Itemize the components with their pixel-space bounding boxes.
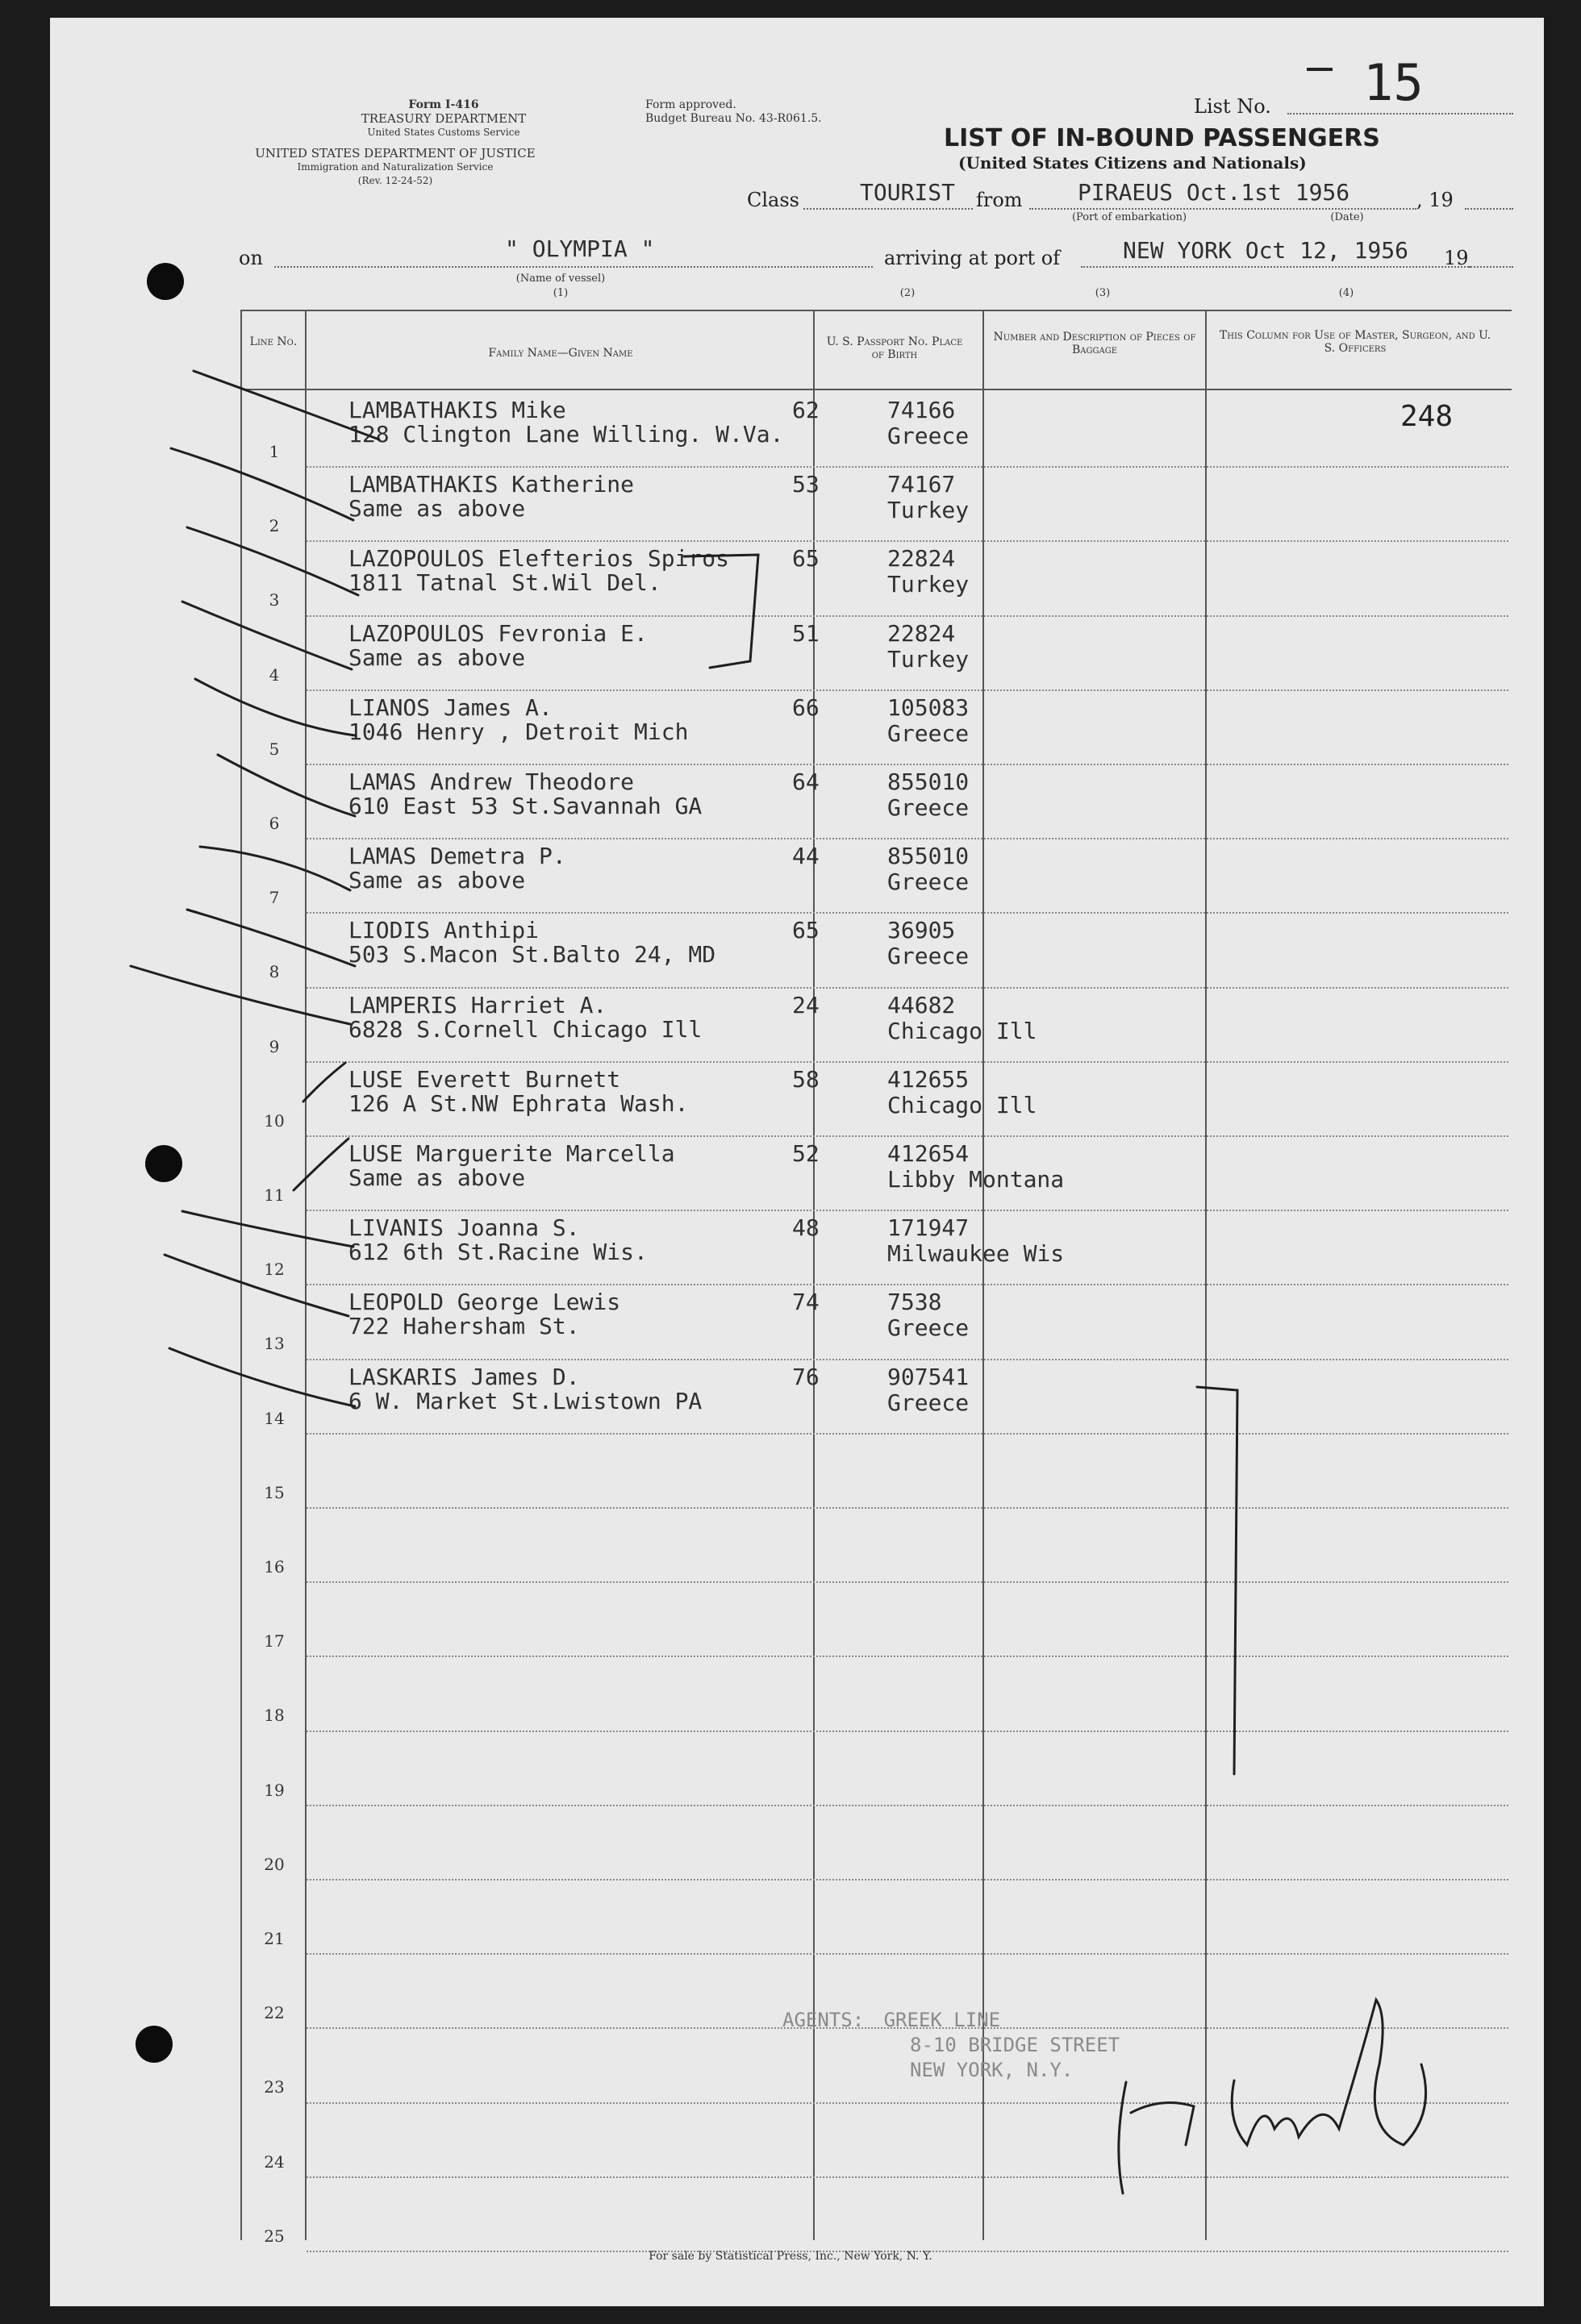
class-label: Class — [747, 189, 799, 211]
agents-line-2: 8-10 BRIDGE STREET — [910, 2034, 1120, 2056]
line-number: 13 — [264, 1334, 285, 1354]
passenger-age: 53 — [792, 471, 820, 498]
place-of-birth: Turkey — [887, 645, 970, 673]
line-number: 24 — [264, 2151, 285, 2172]
document-title: LIST OF IN-BOUND PASSENGERS — [944, 124, 1380, 152]
passenger-address: 126 A St.NW Ephrata Wash. — [348, 1089, 689, 1117]
line-number: 1 — [269, 442, 280, 461]
passenger-name: LAMBATHAKIS Katherine — [348, 471, 635, 498]
check-stroke-4 — [182, 602, 352, 669]
class-value: TOURIST — [860, 179, 956, 206]
revision: (Rev. 12-24-52) — [357, 175, 433, 186]
vessel-name: " OLYMPIA " — [505, 235, 655, 262]
port-of-embarkation-caption: (Port of embarkation) — [1071, 211, 1187, 223]
check-stroke-3 — [187, 527, 358, 595]
list-number: 15 — [1363, 53, 1424, 112]
passport-number: 44682 — [887, 991, 956, 1018]
arriving-label: arriving at port of — [884, 247, 1061, 269]
from-value: PIRAEUS Oct.1st 1956 — [1078, 179, 1350, 206]
col-header-baggage: Number and Description of Pieces of Baggage — [993, 331, 1196, 356]
line-number: 20 — [264, 1854, 285, 1874]
passenger-address: 503 S.Macon St.Balto 24, MD — [348, 941, 716, 968]
line-number: 25 — [264, 2226, 285, 2246]
passport-number: 22824 — [887, 545, 956, 573]
line-number: 8 — [269, 962, 280, 982]
line-number: 17 — [264, 1631, 285, 1651]
vessel-caption: (Name of vessel) — [515, 273, 606, 285]
passenger-address: 612 6th St.Racine Wis. — [348, 1239, 648, 1266]
passenger-address: 1046 Henry , Detroit Mich — [348, 718, 689, 745]
from-label: from — [976, 189, 1023, 211]
place-of-birth: Greece — [887, 794, 970, 821]
passenger-address: 6828 S.Cornell Chicago Ill — [348, 1015, 703, 1043]
place-of-birth: Chicago Ill — [887, 1017, 1037, 1044]
line-number: 9 — [269, 1036, 280, 1056]
passenger-name: LASKARIS James D. — [348, 1363, 580, 1390]
list-no-label: List No. — [1194, 95, 1271, 118]
passenger-address: 128 Clington Lane Willing. W.Va. — [348, 421, 784, 448]
line-number: 11 — [264, 1185, 285, 1205]
line-number: 5 — [269, 739, 280, 759]
passenger-name: LAMAS Andrew Theodore — [348, 768, 635, 795]
check-stroke-6 — [218, 755, 355, 816]
passport-number: 105083 — [887, 693, 970, 721]
passenger-age: 65 — [792, 545, 820, 573]
passenger-age: 48 — [792, 1214, 820, 1242]
line-number: 2 — [269, 516, 280, 536]
printer-footer: For sale by Statistical Press, Inc., New York, N. Y. — [649, 2250, 932, 2263]
passenger-address: Same as above — [348, 1164, 526, 1191]
col-header-passport: U. S. Passport No. Place of Birth — [826, 335, 963, 361]
caption-2: (2) — [899, 287, 916, 299]
line-number: 16 — [264, 1557, 285, 1576]
passenger-name: LEOPOLD George Lewis — [348, 1289, 621, 1316]
passenger-name: LAZOPOULOS Fevronia E. — [348, 619, 648, 647]
passenger-name: LUSE Marguerite Marcella — [348, 1140, 675, 1167]
passenger-age: 74 — [792, 1289, 820, 1316]
passport-number: 412654 — [887, 1140, 970, 1167]
check-stroke-12 — [182, 1211, 353, 1247]
check-stroke-2 — [171, 448, 353, 520]
line-number: 7 — [269, 888, 280, 908]
passenger-name: LAMBATHAKIS Mike — [348, 397, 566, 423]
passport-number: 22824 — [887, 619, 956, 647]
check-stroke-1 — [194, 371, 379, 439]
passenger-name: LAMAS Demetra P. — [348, 843, 566, 870]
passport-number: 74166 — [887, 397, 956, 423]
line-number: 12 — [264, 1260, 285, 1280]
line-number: 19 — [264, 1780, 285, 1800]
passenger-age: 51 — [792, 619, 820, 647]
caption-3: (3) — [1095, 287, 1111, 299]
place-of-birth: Turkey — [887, 571, 970, 598]
passenger-name: LIODIS Anthipi — [348, 917, 540, 944]
line-number: 10 — [264, 1110, 285, 1131]
line-number: 6 — [269, 814, 280, 833]
passenger-address: Same as above — [348, 495, 526, 523]
place-of-birth: Chicago Ill — [887, 1091, 1037, 1118]
check-stroke-5 — [195, 679, 355, 735]
budget-bureau: Budget Bureau No. 43-R061.5. — [645, 112, 822, 125]
place-of-birth: Greece — [887, 719, 970, 747]
passport-number: 412655 — [887, 1065, 970, 1093]
passenger-age: 52 — [792, 1140, 820, 1167]
vessel-caption-number: (1) — [553, 287, 569, 299]
check-stroke-7 — [200, 847, 350, 890]
passenger-name: LAZOPOULOS Elefterios Spiros — [348, 545, 730, 573]
place-of-birth: Turkey — [887, 497, 970, 524]
year-suffix-arrival: 19 — [1444, 247, 1469, 269]
passenger-address: 722 Hahersham St. — [348, 1313, 580, 1340]
passenger-age: 24 — [792, 991, 820, 1018]
passenger-age: 58 — [792, 1065, 820, 1093]
line-number: 4 — [269, 664, 280, 685]
check-stroke-10 — [303, 1063, 345, 1102]
line-number: 3 — [269, 590, 280, 610]
agents-stamp — [782, 2008, 1120, 2083]
place-of-birth: Greece — [887, 943, 970, 970]
passenger-age: 65 — [792, 917, 820, 944]
passenger-name: LIVANIS Joanna S. — [348, 1214, 580, 1242]
passport-number: 36905 — [887, 917, 956, 944]
line-number: 23 — [264, 2077, 285, 2097]
passport-number: 7538 — [887, 1289, 942, 1316]
passenger-age: 66 — [792, 693, 820, 721]
bracket-end-line — [1197, 1387, 1237, 1774]
place-of-birth: Greece — [887, 868, 970, 896]
year-suffix-from: , 19 — [1416, 189, 1454, 211]
passport-number: 907541 — [887, 1363, 970, 1390]
arrival-value: NEW YORK Oct 12, 1956 — [1123, 237, 1409, 264]
passenger-address: Same as above — [348, 643, 526, 671]
document-subtitle: (United States Citizens and Nationals) — [958, 153, 1307, 173]
place-of-birth: Milwaukee Wis — [887, 1240, 1065, 1268]
agents-line-1: GREEK LINE — [883, 2009, 1001, 2031]
passenger-age: 62 — [792, 397, 820, 423]
check-stroke-11 — [294, 1139, 348, 1190]
passenger-address: 610 East 53 St.Savannah GA — [348, 793, 703, 819]
signature — [1119, 2000, 1426, 2193]
place-of-birth: Greece — [887, 1314, 970, 1342]
col-header-name: Family Name—Given Name — [488, 347, 633, 360]
passport-number: 74167 — [887, 471, 956, 498]
treasury-department: TREASURY DEPARTMENT — [361, 111, 527, 126]
passenger-age: 76 — [792, 1363, 820, 1390]
agents-line-3: NEW YORK, N.Y. — [910, 2059, 1074, 2081]
ins-service: Immigration and Naturalization Service — [297, 161, 494, 173]
passenger-address: Same as above — [348, 867, 526, 894]
agents-label: AGENTS: — [782, 2009, 865, 2031]
customs-service: United States Customs Service — [367, 127, 520, 138]
passport-number: 171947 — [887, 1214, 970, 1242]
passport-number: 855010 — [887, 768, 970, 795]
on-label: on — [239, 247, 263, 269]
check-stroke-8 — [187, 910, 355, 966]
place-of-birth: Greece — [887, 423, 970, 449]
passport-number: 855010 — [887, 843, 970, 870]
passenger-age: 64 — [792, 768, 820, 795]
place-of-birth: Libby Montana — [887, 1166, 1065, 1193]
officer-note: 248 — [1400, 400, 1454, 433]
col-header-line-no: Line No. — [249, 335, 298, 348]
passenger-name: LAMPERIS Harriet A. — [348, 991, 607, 1018]
line-number: 15 — [264, 1482, 285, 1502]
passenger-address: 6 W. Market St.Lwistown PA — [348, 1387, 703, 1414]
form-number: Form I-416 — [408, 98, 479, 111]
passenger-address: 1811 Tatnal St.Wil Del. — [348, 569, 661, 597]
date-caption: (Date) — [1330, 211, 1364, 223]
passenger-name: LUSE Everett Burnett — [348, 1065, 621, 1093]
check-stroke-13 — [165, 1255, 348, 1316]
check-stroke-14 — [169, 1348, 355, 1406]
bracket-lazopoulos — [684, 555, 758, 668]
line-number: 14 — [264, 1408, 285, 1428]
line-number: 21 — [264, 1929, 285, 1948]
passenger-age: 44 — [792, 843, 820, 870]
passenger-name: LIANOS James A. — [348, 693, 553, 721]
line-number: 18 — [264, 1706, 285, 1726]
justice-department: UNITED STATES DEPARTMENT OF JUSTICE — [255, 146, 536, 160]
place-of-birth: Greece — [887, 1389, 970, 1416]
line-number: 22 — [264, 2003, 285, 2023]
form-approved: Form approved. — [645, 98, 736, 111]
check-stroke-9 — [131, 966, 350, 1024]
caption-4: (4) — [1338, 287, 1354, 299]
col-header-officers: This Column for Use of Master, Surgeon, and U. S. Officers — [1219, 329, 1491, 355]
